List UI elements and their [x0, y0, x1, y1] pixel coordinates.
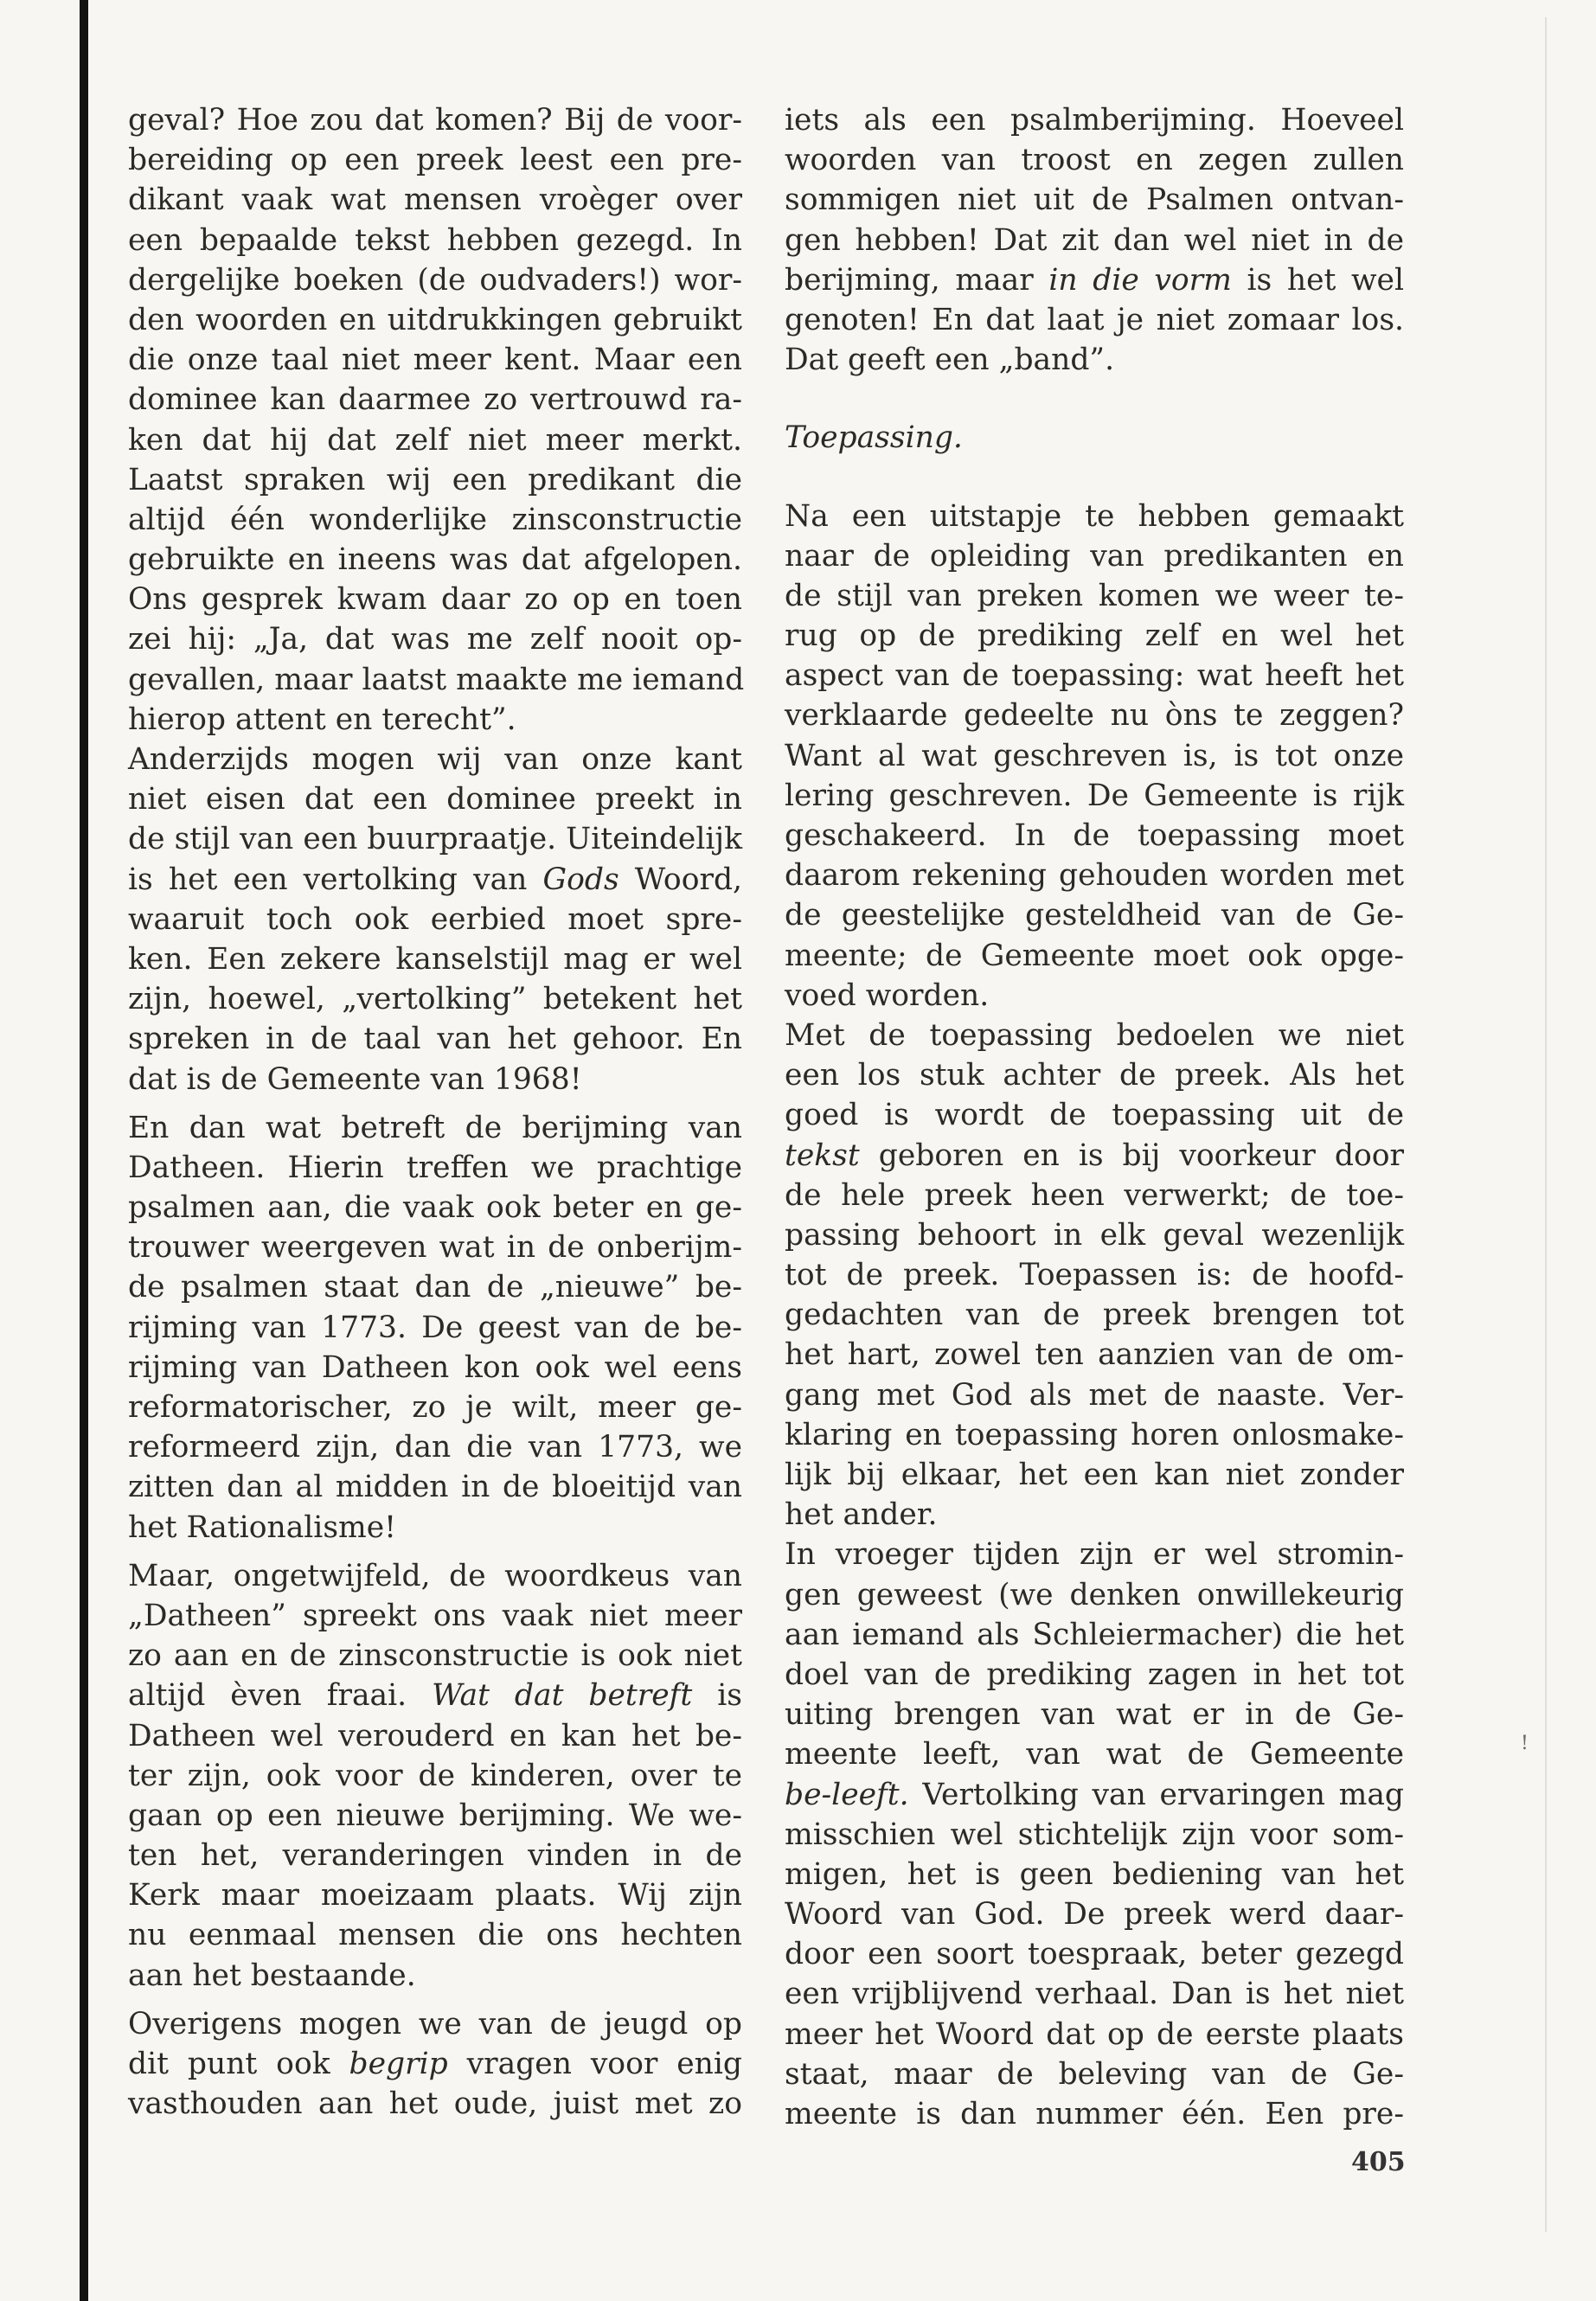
- text-line: misschien wel stichtelijk zijn voor som-: [785, 1817, 1404, 1852]
- text-run: is: [692, 1678, 742, 1714]
- text-line: passing behoort in elk geval wezenlijk: [785, 1217, 1404, 1253]
- text-line: waaruit toch ook eerbied moet spre-: [128, 901, 742, 937]
- text-line: Laatst spraken wij een predikant die: [128, 462, 742, 497]
- text-line: rug op de prediking zelf en wel het: [785, 619, 1404, 654]
- text-line: naar de opleiding van predikanten en: [785, 538, 1404, 574]
- text-line: het ander.: [785, 1497, 938, 1533]
- text-line: zo aan en de zinsconstructie is ook niet: [128, 1638, 742, 1674]
- text-line: zei hij: „Ja, dat was me zelf nooit op-: [128, 622, 742, 657]
- text-run: Vertolking van ervaringen mag: [908, 1777, 1404, 1812]
- paragraph: [785, 100, 1404, 380]
- text-line: verklaarde gedeelte nu òns te zeggen?: [785, 698, 1404, 734]
- text-line: voed worden.: [785, 977, 990, 1013]
- emphasis: Gods: [542, 862, 619, 897]
- text-line: ken. Een zekere kanselstijl mag er wel: [128, 941, 742, 977]
- text-line: trouwer weergeven wat in de onberijm-: [128, 1230, 742, 1266]
- text-line: genoten! En dat laat je niet zomaar los.: [785, 302, 1404, 337]
- text-line: ken dat hij dat zelf niet meer merkt.: [128, 422, 742, 458]
- text-line: geschakeerd. In de toepassing moet: [785, 818, 1404, 853]
- text-line: Overigens mogen we van de jeugd op: [128, 2006, 742, 2041]
- margin-mark: !: [1521, 1733, 1529, 1754]
- text-line: doel van de prediking zagen in het tot: [785, 1657, 1404, 1692]
- text-line: [785, 260, 1404, 300]
- text-line: Woord van God. De preek werd daar-: [785, 1897, 1404, 1932]
- text-line: klaring en toepassing horen onlosmake-: [785, 1417, 1404, 1452]
- text-line: lijk bij elkaar, het een kan niet zonder: [785, 1458, 1404, 1492]
- text-line: het Rationalisme!: [128, 1509, 397, 1545]
- text-line: zitten dan al midden in de bloeitijd van: [128, 1470, 742, 1505]
- text-line: aan het bestaande.: [128, 1958, 416, 1993]
- text-line: de hele preek heen verwerkt; de toe-: [785, 1177, 1404, 1213]
- text-run: geboren en is bij voorkeur door: [859, 1138, 1404, 1173]
- emphasis: in die vorm: [1048, 262, 1232, 298]
- emphasis: Wat dat betreft: [432, 1678, 693, 1714]
- text-line: dat is de Gemeente van 1968!: [128, 1061, 582, 1097]
- text-run: vragen voor enig: [447, 2047, 742, 2081]
- text-run: Woord,: [619, 862, 743, 897]
- text-line: een bepaalde tekst hebben gezegd. In: [128, 222, 742, 258]
- text-line: rijming van 1773. De geest van de be-: [128, 1310, 742, 1345]
- text-run: altijd èven fraai.: [128, 1678, 433, 1714]
- text-line: reformeerd zijn, dan die van 1773, we: [128, 1430, 742, 1465]
- text-line: niet eisen dat een dominee preekt in: [128, 782, 742, 817]
- paragraph: [128, 1556, 742, 1996]
- paragraph: [128, 2004, 742, 2125]
- text-line: aspect van de toepassing: wat heeft het: [785, 658, 1404, 694]
- emphasis: tekst: [785, 1138, 860, 1173]
- page-edge: [1545, 17, 1547, 2232]
- section-heading: Toepassing.: [785, 420, 963, 456]
- text-line: goed is wordt de toepassing uit de: [785, 1098, 1404, 1133]
- text-line: ten het, veranderingen vinden in de: [128, 1838, 742, 1874]
- text-line: tot de preek. Toepassen is: de hoofd-: [785, 1258, 1404, 1293]
- paragraph: [785, 1016, 1404, 1535]
- paragraph: [128, 740, 742, 1099]
- text-line: nu eenmaal mensen die ons hechten: [128, 1918, 742, 1953]
- paragraph: [785, 1535, 1404, 2134]
- text-line: dergelijke boeken (de oudvaders!) wor-: [128, 262, 742, 298]
- text-line: sommigen niet uit de Psalmen ontvan-: [785, 183, 1404, 218]
- paragraph: [785, 497, 1404, 1016]
- text-line: Ons gesprek kwam daar zo op en toen: [128, 582, 742, 618]
- text-line: rijming van Datheen kon ook wel eens: [128, 1349, 742, 1385]
- right-column: [785, 100, 1404, 2134]
- text-line: gedachten van de preek brengen tot: [785, 1298, 1404, 1333]
- text-line: daarom rekening gehouden worden met: [785, 858, 1404, 894]
- text-line: door een soort toespraak, beter gezegd: [785, 1937, 1404, 1972]
- text-line: meer het Woord dat op de eerste plaats: [785, 2016, 1404, 2052]
- text-line: gang met God als met de naaste. Ver-: [785, 1377, 1404, 1413]
- text-line: Datheen. Hierin treffen we prachtige: [128, 1150, 742, 1185]
- text-line: [785, 1136, 1404, 1176]
- text-line: spreken in de taal van het gehoor. En: [128, 1022, 742, 1057]
- text-line: gevallen, maar laatst maakte me iemand: [128, 662, 745, 697]
- text-line: bereiding op een preek leest een pre-: [128, 143, 742, 178]
- text-line: aan iemand als Schleiermacher) die het: [785, 1617, 1404, 1652]
- text-line: de psalmen staat dan de „nieuwe” be-: [128, 1270, 742, 1305]
- paragraph: [128, 100, 745, 740]
- text-line: „Datheen” spreekt ons vaak niet meer: [128, 1598, 742, 1633]
- text-line: Dat geeft een „band”.: [785, 343, 1115, 378]
- text-line: [128, 860, 742, 900]
- binding-edge: [80, 0, 88, 2301]
- text-line: Anderzijds mogen wij van onze kant: [128, 742, 742, 777]
- text-line: ter zijn, ook voor de kinderen, over te: [128, 1758, 742, 1793]
- text-line: gen geweest (we denken onwillekeurig: [785, 1577, 1404, 1612]
- page-number: 405: [1351, 2147, 1406, 2177]
- text-line: gebruikte en ineens was dat afgelopen.: [128, 542, 742, 578]
- text-line: lering geschreven. De Gemeente is rijk: [785, 778, 1404, 813]
- text-line: een vrijblijvend verhaal. Dan is het niet: [785, 1977, 1404, 2012]
- text-line: altijd één wonderlijke zinsconstructie: [128, 502, 742, 537]
- emphasis: begrip: [349, 2047, 448, 2081]
- text-line: meente is dan nummer één. Een pre-: [785, 2097, 1404, 2131]
- text-line: [128, 2044, 742, 2084]
- text-line: Datheen wel verouderd en kan het be-: [128, 1718, 742, 1753]
- text-line: Maar, ongetwijfeld, de woordkeus van: [128, 1558, 742, 1593]
- text-line: vasthouden aan het oude, juist met zo: [128, 2086, 742, 2122]
- text-line: Want al wat geschreven is, is tot onze: [785, 738, 1404, 773]
- text-line: staat, maar de beleving van de Ge-: [785, 2056, 1404, 2092]
- text-line: dominee kan daarmee zo vertrouwd ra-: [128, 382, 742, 418]
- text-line: woorden van troost en zegen zullen: [785, 143, 1404, 178]
- text-run: dit punt ook: [128, 2047, 349, 2081]
- text-line: [128, 1676, 742, 1715]
- text-line: iets als een psalmberijming. Hoeveel: [785, 103, 1404, 138]
- text-line: zijn, hoewel, „vertolking” betekent het: [128, 982, 742, 1017]
- text-line: het hart, zowel ten aanzien van de om-: [785, 1337, 1404, 1373]
- emphasis: be-leeft.: [785, 1777, 909, 1812]
- text-line: de stijl van preken komen we weer te-: [785, 578, 1404, 613]
- text-line: die onze taal niet meer kent. Maar een: [128, 343, 742, 378]
- text-line: de geestelijke gesteldheid van de Ge-: [785, 898, 1404, 933]
- text-line: In vroeger tijden zijn er wel stromin-: [785, 1537, 1404, 1573]
- paragraph: [128, 1108, 742, 1548]
- text-line: psalmen aan, die vaak ook beter en ge-: [128, 1190, 742, 1226]
- text-line: dikant vaak wat mensen vroèger over: [128, 183, 742, 218]
- left-column: [128, 100, 745, 2124]
- text-line: Met de toepassing bedoelen we niet: [785, 1017, 1404, 1053]
- text-line: Kerk maar moeizaam plaats. Wij zijn: [128, 1878, 742, 1913]
- text-line: de stijl van een buurpraatje. Uiteindelijk: [128, 822, 742, 857]
- text-line: een los stuk achter de preek. Als het: [785, 1058, 1404, 1093]
- text-line: Na een uitstapje te hebben gemaakt: [785, 498, 1404, 534]
- text-line: gen hebben! Dat zit dan wel niet in de: [785, 222, 1404, 258]
- text-run: is het wel: [1231, 262, 1404, 298]
- text-line: reformatorischer, zo je wilt, meer ge-: [128, 1390, 742, 1425]
- text-line: meente leeft, van wat de Gemeente: [785, 1737, 1404, 1772]
- text-run: is het een vertolking van: [128, 862, 543, 897]
- text-line: En dan wat betreft de berijming van: [128, 1110, 742, 1145]
- text-line: gaan op een nieuwe berijming. We we-: [128, 1798, 742, 1833]
- text-line: geval? Hoe zou dat komen? Bij de voor-: [128, 103, 742, 138]
- text-line: migen, het is geen bediening van het: [785, 1856, 1404, 1892]
- text-line: meente; de Gemeente moet ook opge-: [785, 938, 1404, 973]
- text-line: hierop attent en terecht”.: [128, 702, 516, 737]
- text-line: [785, 1775, 1404, 1815]
- text-run: berijming, maar: [785, 262, 1049, 298]
- text-line: den woorden en uitdrukkingen gebruikt: [128, 302, 742, 337]
- text-line: uiting brengen van wat er in de Ge-: [785, 1697, 1404, 1733]
